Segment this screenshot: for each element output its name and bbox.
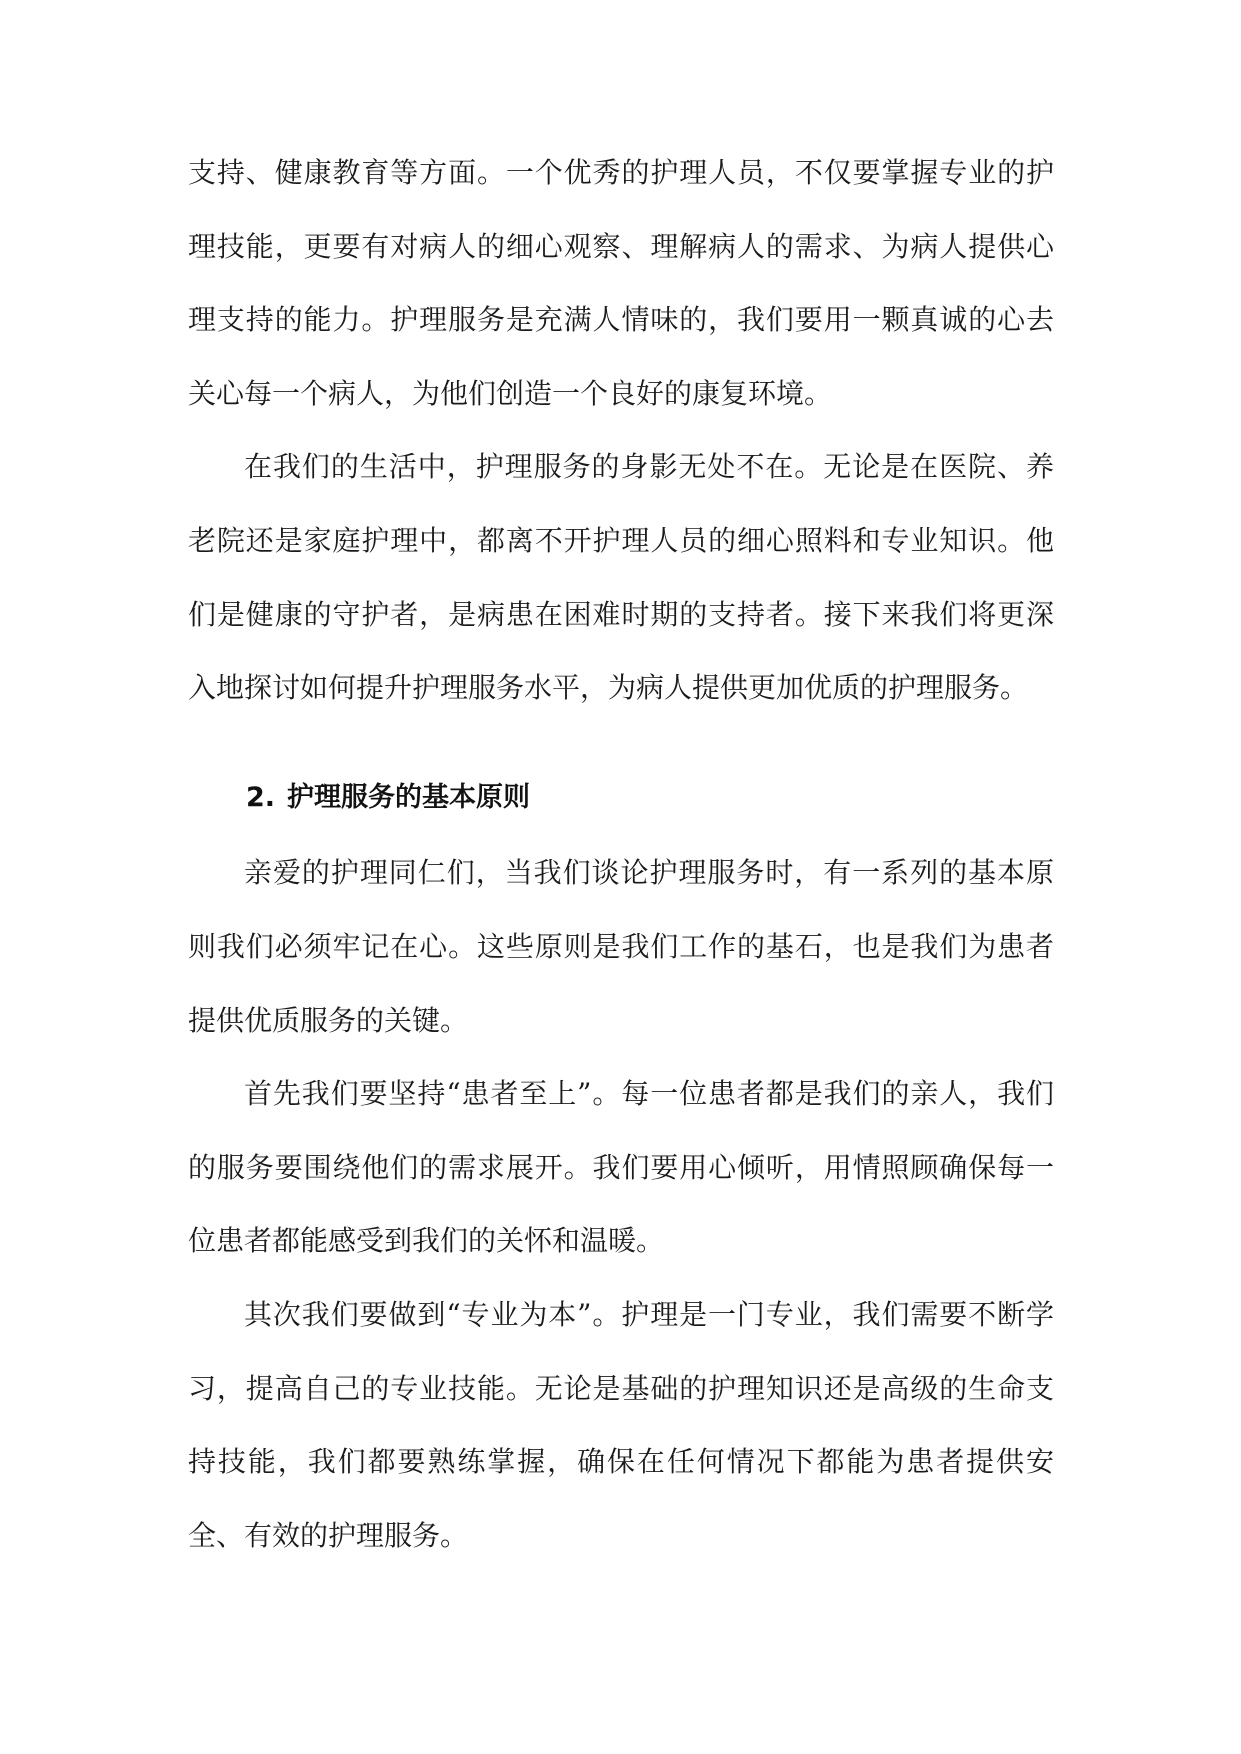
paragraph-continued: 支持、健康教育等方面。一个优秀的护理人员，不仅要掌握专业的护理技能，更要有对病人的细心观察、理解病人的需求、为病人提供心理支持的能力。护理服务是充满人情味的，我们要用一颗真诚的心去关心每一个病人，为他们创造一个良好的康复环境。 <box>188 156 1054 410</box>
paragraph: 首先我们要坚持“患者至上”。每一位患者都是我们的亲人，我们的服务要围绕他们的需求展开。我们要用心倾听，用情照顾确保每一位患者都能感受到我们的关怀和温暖。 <box>188 1077 1054 1258</box>
paragraph: 其次我们要做到“专业为本”。护理是一门专业，我们需要不断学习，提高自己的专业技能。无论是基础的护理知识还是高级的生命支持技能，我们都要熟练掌握，确保在任何情况下都能为患者提供安全、有效的护理服务。 <box>188 1297 1054 1552</box>
paragraph: 亲爱的护理同仁们，当我们谈论护理服务时，有一系列的基本原则我们必须牢记在心。这些原则是我们工作的基石，也是我们为患者提供优质服务的关键。 <box>188 856 1054 1037</box>
document-body <box>188 136 1054 1572</box>
section-title: 护理服务的基本原则 <box>287 781 531 813</box>
section-heading <box>188 761 1054 835</box>
paragraph: 在我们的生活中，护理服务的身影无处不在。无论是在医院、养老院还是家庭护理中，都离不开护理人员的细心照料和专业知识。他们是健康的守护者，是病患在困难时期的支持者。接下来我们将更深入地探讨如何提升护理服务水平，为病人提供更加优质的护理服务。 <box>188 450 1054 705</box>
section-number: 2. <box>246 781 276 813</box>
